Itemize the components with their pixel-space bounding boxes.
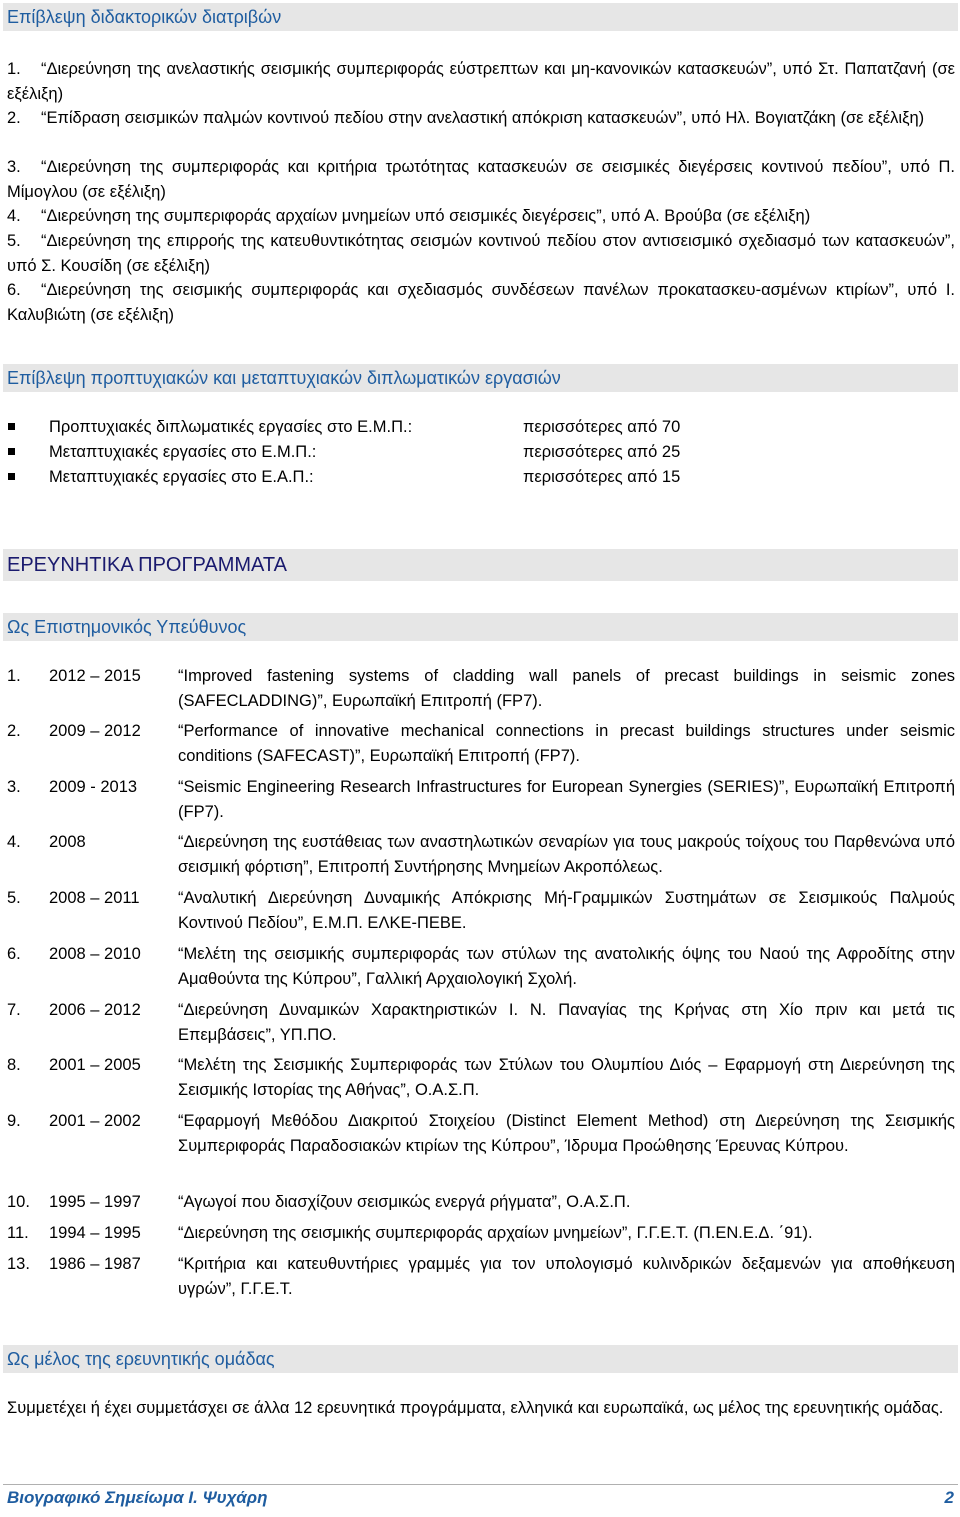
project-years: 2001 – 2005 — [49, 1056, 141, 1074]
phd-item-text: “Επίδραση σεισμικών παλμών κοντινού πεδίου στην ανελαστική απόκριση κατασκευών”, υπό Ηλ. Βογιατζάκη (σε εξέλιξη) — [41, 109, 925, 127]
phd-item-number: 1. — [7, 60, 21, 78]
footer-divider — [3, 1484, 958, 1485]
project-number: 7. — [7, 1001, 21, 1019]
phd-item-number: 3. — [7, 158, 21, 176]
phd-item-6 — [7, 278, 955, 327]
phd-item-text: “Διερεύνηση της συμπεριφοράς αρχαίων μνημείων υπό σεισμικές διεγέρσεις”, υπό Α. Βρούβα (σε εξέλιξη) — [41, 207, 811, 225]
project-item-8 — [7, 1053, 955, 1103]
project-years: 2008 – 2010 — [49, 945, 141, 963]
project-number: 5. — [7, 889, 21, 907]
project-years: 2012 – 2015 — [49, 667, 141, 685]
theses-row-label: Μεταπτυχιακές εργασίες στο Ε.Μ.Π.: — [49, 443, 317, 461]
square-bullet-icon — [8, 448, 15, 455]
phd-item-text: “Διερεύνηση της ανελαστικής σεισμικής συμπεριφοράς εύστρεπτων και μη-κανονικών κατασκευών”, υπό Στ. Παπατζανή (σε εξέλιξη) — [7, 60, 955, 103]
project-item-11 — [7, 1221, 955, 1246]
footer-page-number: 2 — [944, 1488, 954, 1507]
phd-item-text: “Διερεύνηση της συμπεριφοράς και κριτήρια τρωτότητας κατασκευών σε σεισμικές διεγέρσεις κοντινού πεδίου”, υπό Π. Μίμογλου (σε εξέλιξη) — [7, 158, 955, 201]
project-number: 9. — [7, 1112, 21, 1130]
project-title: “Αγωγοί που διασχίζουν σεισμικώς ενεργά ρήγματα”, Ο.Α.Σ.Π. — [178, 1193, 631, 1211]
member-paragraph: Συμμετέχει ή έχει συμμετάσχει σε άλλα 12 ερευνητικά προγράμματα, ελληνικά και ευρωπαϊκά, ως μέλος της ερευνητικής ομάδας. — [7, 1399, 944, 1417]
project-title: “Διερεύνηση της σεισμικής συμπεριφοράς αρχαίων μνημείων”, Γ.Γ.Ε.Τ. (Π.ΕΝ.Ε.Δ. ΄91). — [178, 1224, 813, 1242]
phd-section-heading: Επίβλεψη διδακτορικών διατριβών — [3, 3, 958, 31]
project-title: “Μελέτη της σεισμικής συμπεριφοράς των στύλων της ανατολικής όψης του Ναού της Αφροδίτης στην Αμαθούντα της Κύπρου”, Γαλλική Αρχαιολογική Σχολή. — [178, 945, 955, 988]
project-item-4 — [7, 830, 955, 880]
phd-item-number: 6. — [7, 281, 21, 299]
project-number: 1. — [7, 667, 21, 685]
research-section-heading: ΕΡΕΥΝΗΤΙΚΑ ΠΡΟΓΡΑΜΜΑΤΑ — [3, 549, 958, 581]
project-item-1 — [7, 664, 955, 714]
theses-section-heading: Επίβλεψη προπτυχιακών και μεταπτυχιακών διπλωματικών εργασιών — [3, 364, 958, 392]
theses-row-value: περισσότερες από 15 — [523, 468, 681, 486]
phd-item-number: 5. — [7, 232, 21, 250]
project-item-9 — [7, 1109, 955, 1159]
project-years: 1994 – 1995 — [49, 1224, 141, 1242]
project-item-3 — [7, 775, 955, 825]
project-years: 2009 - 2013 — [49, 778, 138, 796]
project-title: “Performance of innovative mechanical connections in precast buildings structures under seismic conditions (SAFECAST)”, Ευρωπαϊκή Επιτροπή (FP7). — [178, 722, 955, 765]
project-item-10 — [7, 1190, 955, 1215]
phd-item-4 — [7, 204, 955, 229]
phd-item-2 — [7, 106, 955, 131]
project-number: 11. — [7, 1224, 29, 1242]
theses-row-undergrad — [7, 415, 807, 439]
project-item-2 — [7, 719, 955, 769]
project-years: 2008 – 2011 — [49, 889, 140, 907]
square-bullet-icon — [8, 473, 15, 480]
project-years: 1995 – 1997 — [49, 1193, 141, 1211]
theses-row-postgrad-ntua — [7, 440, 807, 464]
project-title: “Seismic Engineering Research Infrastructures for European Synergies (SERIES)”, Ευρωπαϊκή Επιτροπή (FP7). — [178, 778, 955, 821]
project-number: 4. — [7, 833, 21, 851]
project-title: “Διερεύνηση της ευστάθειας των αναστηλωτικών σεναρίων για τους μακρούς τοίχους του Παρθενώνα υπό σεισμική φόρτιση”, Επιτροπή Συντήρησης Μνημείων Ακροπόλεως. — [178, 833, 955, 876]
theses-row-postgrad-hou — [7, 465, 807, 489]
phd-item-5 — [7, 229, 955, 278]
project-title: “Μελέτη της Σεισμικής Συμπεριφοράς των Στύλων του Ολυμπίου Διός – Εφαρμογή στη Διερεύνηση της Σεισμικής Ιστορίας της Αθήνας”, Ο.Α.Σ.Π. — [178, 1056, 955, 1099]
project-title: “Improved fastening systems of cladding wall panels of precast buildings in seismic zones (SAFECLADDING)”, Ευρωπαϊκή Επιτροπή (FP7). — [178, 667, 955, 710]
project-item-6 — [7, 942, 955, 992]
phd-item-text: “Διερεύνηση της σεισμικής συμπεριφοράς και σχεδιασμός συνδέσεων πανέλων προκατασκευ-ασμένων κτιρίων”, υπό Ι. Καλυβιώτη (σε εξέλιξη) — [7, 281, 955, 324]
member-subsection-heading: Ως μέλος της ερευνητικής ομάδας — [3, 1345, 958, 1373]
project-number: 13. — [7, 1255, 30, 1273]
phd-item-number: 2. — [7, 109, 21, 127]
project-item-7 — [7, 998, 955, 1048]
project-number: 6. — [7, 945, 21, 963]
theses-row-label: Προπτυχιακές διπλωματικές εργασίες στο Ε.Μ.Π.: — [49, 418, 413, 436]
square-bullet-icon — [8, 423, 15, 430]
project-number: 2. — [7, 722, 21, 740]
project-title: “Κριτήρια και κατευθυντήριες γραμμές για τον υπολογισμό κυλινδρικών δεξαμενών για αποθήκευση υγρών”, Γ.Γ.Ε.Τ. — [178, 1255, 955, 1298]
project-title: “Διερεύνηση Δυναμικών Χαρακτηριστικών Ι. Ν. Παναγίας της Κρήνας στη Χίο πριν και μετά τις Επεμβάσεις”, ΥΠ.ΠΟ. — [178, 1001, 955, 1044]
project-years: 2009 – 2012 — [49, 722, 141, 740]
project-title: “Εφαρμογή Μεθόδου Διακριτού Στοιχείου (Distinct Element Method) στη Διερεύνηση της Σεισμικής Συμπεριφοράς Παραδοσιακών κτιρίων της Κύπρου”, Ίδρυμα Προώθησης Έρευνας Κύπρου. — [178, 1112, 955, 1155]
project-years: 2008 — [49, 833, 86, 851]
footer-document-title: Βιογραφικό Σημείωμα Ι. Ψυχάρη — [7, 1488, 268, 1507]
project-years: 1986 – 1987 — [49, 1255, 141, 1273]
project-number: 3. — [7, 778, 21, 796]
theses-row-value: περισσότερες από 70 — [523, 418, 681, 436]
project-title: “Αναλυτική Διερεύνηση Δυναμικής Απόκρισης Μή-Γραμμικών Συστημάτων σε Σεισμικούς Παλμούς Κοντινού Πεδίου”, Ε.Μ.Π. ΕΛΚΕ-ΠΕΒΕ. — [178, 889, 955, 932]
project-number: 8. — [7, 1056, 21, 1074]
phd-item-text: “Διερεύνηση της επιρροής της κατευθυντικότητας σεισμών κοντινού πεδίου στον αντισεισμικό σχεδιασμό των κατασκευών”, υπό Σ. Κουσίδη (σε εξέλιξη) — [7, 232, 955, 275]
theses-row-label: Μεταπτυχιακές εργασίες στο Ε.Α.Π.: — [49, 468, 314, 486]
lead-subsection-heading: Ως Επιστημονικός Υπεύθυνος — [3, 613, 958, 641]
project-years: 2001 – 2002 — [49, 1112, 141, 1130]
project-number: 10. — [7, 1193, 30, 1211]
theses-row-value: περισσότερες από 25 — [523, 443, 681, 461]
project-item-5 — [7, 886, 955, 936]
phd-item-3 — [7, 155, 955, 204]
phd-item-1 — [7, 57, 955, 106]
phd-item-number: 4. — [7, 207, 21, 225]
project-item-13 — [7, 1252, 955, 1302]
project-years: 2006 – 2012 — [49, 1001, 141, 1019]
